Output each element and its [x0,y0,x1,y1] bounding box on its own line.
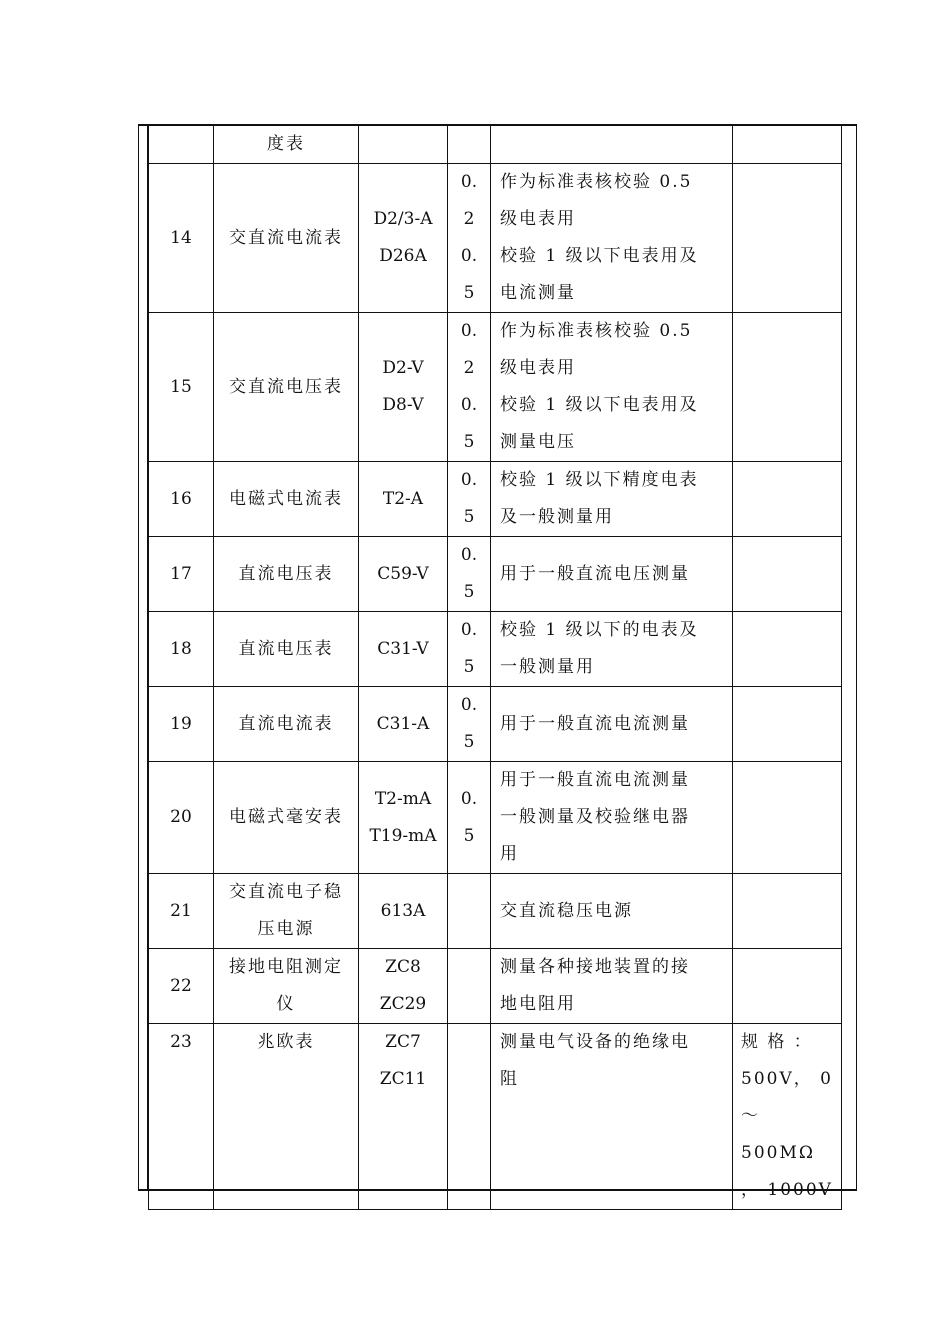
cell-no: 15 [149,313,214,462]
cell-note [733,537,842,612]
cell-model: D2-V D8-V [359,313,448,462]
cell-note [733,874,842,949]
cell-accuracy: 0. 5 [448,462,491,537]
cell-note [733,164,842,313]
cell-model: T2-A [359,462,448,537]
table-row [149,612,842,687]
table-row [149,537,842,612]
cell-use: 交直流稳压电源 [491,874,733,949]
cell-no: 20 [149,762,214,874]
cell-model: C31-A [359,687,448,762]
table-row [149,313,842,462]
cell-accuracy [448,1024,491,1210]
cell-accuracy: 0. 5 [448,687,491,762]
cell-no: 14 [149,164,214,313]
cell-model: T2-mA T19-mA [359,762,448,874]
cell-no: 22 [149,949,214,1024]
cell-use: 用于一般直流电流测量 一般测量及校验继电器 用 [491,762,733,874]
cell-use: 校验 1 级以下精度电表 及一般测量用 [491,462,733,537]
table-row [149,462,842,537]
table-row [149,164,842,313]
cell-accuracy: 0. 2 0. 5 [448,313,491,462]
cell-use: 用于一般直流电压测量 [491,537,733,612]
cell-name: 度表 [214,126,359,164]
cell-name: 接地电阻测定 仪 [214,949,359,1024]
cell-model: C59-V [359,537,448,612]
table-row [149,762,842,874]
cell-no: 19 [149,687,214,762]
cell-note [733,462,842,537]
cell-no: 18 [149,612,214,687]
cell-use: 测量电气设备的绝缘电 阻 [491,1024,733,1210]
cell-use: 作为标准表核校验 0.5 级电表用 校验 1 级以下电表用及 测量电压 [491,313,733,462]
cell-accuracy: 0. 5 [448,537,491,612]
cell-note [733,126,842,164]
cell-accuracy: 0. 2 0. 5 [448,164,491,313]
cell-note [733,313,842,462]
cell-name: 电磁式电流表 [214,462,359,537]
cell-use: 测量各种接地装置的接 地电阻用 [491,949,733,1024]
cell-model: D2/3-A D26A [359,164,448,313]
cell-name: 直流电流表 [214,687,359,762]
cell-model: C31-V [359,612,448,687]
cell-model [359,126,448,164]
cell-name: 直流电压表 [214,612,359,687]
cell-note [733,949,842,1024]
cell-accuracy [448,126,491,164]
cell-accuracy: 0. 5 [448,762,491,874]
cell-note: 规 格 ： 500V， 0 ～ 500MΩ ， 1000V [733,1024,842,1210]
cell-note [733,612,842,687]
instrument-table [148,125,842,1210]
cell-no: 17 [149,537,214,612]
cell-use: 用于一般直流电流测量 [491,687,733,762]
cell-note [733,687,842,762]
cell-no [149,126,214,164]
cell-model: 613A [359,874,448,949]
cell-accuracy [448,949,491,1024]
table-row [149,126,842,164]
cell-accuracy: 0. 5 [448,612,491,687]
cell-accuracy [448,874,491,949]
cell-note [733,762,842,874]
table-row [149,687,842,762]
cell-no: 23 [149,1024,214,1210]
table-row [149,874,842,949]
cell-name: 交直流电子稳 压电源 [214,874,359,949]
table-row [149,1024,842,1210]
cell-name: 兆欧表 [214,1024,359,1210]
cell-name: 电磁式毫安表 [214,762,359,874]
cell-no: 16 [149,462,214,537]
cell-use: 作为标准表核校验 0.5 级电表用 校验 1 级以下电表用及 电流测量 [491,164,733,313]
cell-use [491,126,733,164]
cell-use: 校验 1 级以下的电表及 一般测量用 [491,612,733,687]
cell-name: 交直流电压表 [214,313,359,462]
cell-name: 交直流电流表 [214,164,359,313]
table-row [149,949,842,1024]
cell-model: ZC8 ZC29 [359,949,448,1024]
cell-name: 直流电压表 [214,537,359,612]
cell-no: 21 [149,874,214,949]
cell-model: ZC7 ZC11 [359,1024,448,1210]
